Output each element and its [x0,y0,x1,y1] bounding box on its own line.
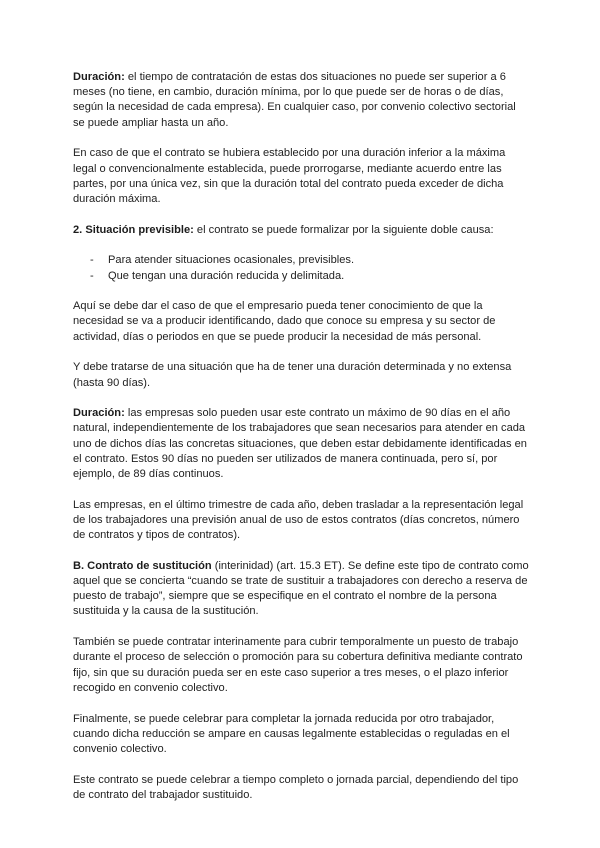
list-bullet: - [90,269,94,282]
list-item-text: Para atender situaciones ocasionales, previsibles. [108,254,355,267]
paragraph-lead: Duración: [73,407,125,420]
paragraph-situacion-previsible [73,223,530,238]
list-item [73,269,530,284]
paragraph-text: las empresas solo pueden usar este contrato un máximo de 90 días en el año natural, independientemente de los trabajadores que sean necesarios para atender en cada uno de dichos días las concretas situaciones, que deben estar debidamente identificadas en el contrato. Estos 90 días no pueden ser utilizados de manera continuada, pero sí, por ejemplo, de 89 días continuos. [73,407,527,481]
paragraph-text: el contrato se puede formalizar por la siguiente doble causa: [193,223,494,236]
section-heading: B. Contrato de sustitución [73,559,212,572]
paragraph-prorroga [73,146,530,207]
list-item [73,253,530,268]
paragraph-duracion-90-dias [73,406,530,482]
paragraph-conocimiento [73,299,530,345]
paragraph-text: Aquí se debe dar el caso de que el empresario pueda tener conocimiento de que la necesidad se va a producir identificando, dado que conoce su empresa y su sector de actividad, días o periodos en que se puede producir la necesidad de más personal. [73,300,496,343]
cause-list [73,253,530,283]
list-item-text: Que tengan una duración reducida y delimitada. [108,269,345,282]
section-heading: 2. Situación previsible: [73,223,194,236]
paragraph-text: Finalmente, se puede celebrar para completar la jornada reducida por otro trabajador, cuando dicha reducción se ampare en causas legalmente establecidas o reguladas en el convenio colectivo. [73,712,510,755]
paragraph-text: Este contrato se puede celebrar a tiempo completo o jornada parcial, dependiendo del tipo de contrato del trabajador sustituido. [73,773,519,801]
paragraph-prevision-anual [73,498,530,544]
paragraph-text: Las empresas, en el último trimestre de cada año, deben trasladar a la representación legal de los trabajadores una previsión anual de uso de estos contratos (días concretos, número de contratos y tipos de contratos). [73,498,524,542]
paragraph-duracion-determinada [73,360,530,390]
list-bullet: - [90,254,94,267]
paragraph-duracion [73,70,530,131]
paragraph-interinidad [73,635,530,696]
paragraph-text: el tiempo de contratación de estas dos situaciones no puede ser superior a 6 meses (no tiene, en cambio, duración mínima, por lo que puede ser de horas o de días, según la necesidad de cada empresa). En cualquier caso, por convenio colectivo sectorial se puede ampliar hasta un año. [73,71,516,129]
paragraph-text: (interinidad) (art. 15.3 ET). Se define este tipo de contrato como aquel que se concierta “cuando se trate de sustituir a trabajadores con derecho a reserva de puesto de trabajo”, siempre que se especifique en el contrato el nombre de la persona sustituida y la causa de la sustitución. [73,559,529,618]
paragraph-text: En caso de que el contrato se hubiera establecido por una duración inferior a la máxima legal o convencionalmente establecida, puede prorrogarse, mediante acuerdo entre las partes, por una única vez, sin que la duración total del contrato pueda exceder de dicha duración máxima. [73,147,506,205]
paragraph-jornada-reducida [73,712,530,758]
paragraph-tiempo-completo [73,773,530,803]
paragraph-contrato-sustitucion [73,559,530,620]
paragraph-text: También se puede contratar interinamente para cubrir temporalmente un puesto de trabajo durante el proceso de selección o promoción para su cobertura definitiva mediante contrato fijo, sin que su duración pueda ser en este caso superior a tres meses, o el plazo inferior recogido en convenio colectivo. [73,636,523,694]
paragraph-text: Y debe tratarse de una situación que ha de tener una duración determinada y no extensa (hasta 90 días). [73,361,512,389]
paragraph-lead: Duración: [73,71,125,83]
